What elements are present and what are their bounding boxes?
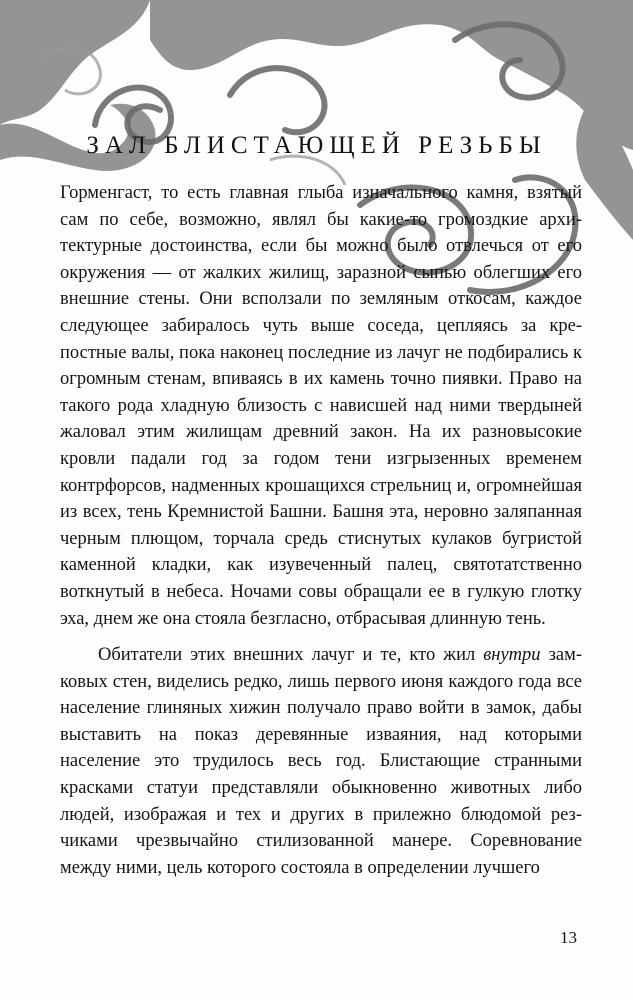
paragraph-2-text-before: Обитатели этих внешних лачуг и те, кто жил [98, 645, 484, 666]
ornament-center-curl [230, 68, 325, 132]
chapter-title: ЗАЛ БЛИСТАЮЩЕЙ РЕЗЬБЫ [86, 132, 547, 159]
chapter-body [60, 180, 582, 891]
paragraph-2 [60, 642, 582, 881]
paragraph-2-text-after: замковых стен, виделись редко, лишь первого июня каждого года все население глиняных хижин получало право войти в замок, дабы выставить на показ деревянные изваяния, над которыми население это трудилось весь год. Блистающие странными красками статуи представляли обыкновенно животных либо людей, изображая и тех и других в прилежно блюдомой резчиками чрезвычайно стилизованной манере. Соревнование между ними, цель которого состояла в определении лучшего [60, 645, 582, 878]
paragraph-2-italic-word: внутри [483, 645, 541, 666]
paragraph-1: Горменгаст, то есть главная глыба изначального камня, взятый сам по себе, возможно, являл бы какие-то громоздкие архитектурные достоинства, если бы можно было отвлечься от его окружения — от жалких жилищ, заразной сыпью облегших его внешние стены. Они всползали по земляным откосам, каждое следующее забиралось чуть выше соседа, цепляясь за крепостные валы, пока наконец последние из лачуг не подбирались к огромным стенам, впиваясь в их камень точно пиявки. Право на такого рода хладную близость с нависшей над ними твердыней жаловал этим жилищам древний закон. На их разновысокие кровли падали год за годом тени изгрызенных временем контрфорсов, надменных крошащихся стрельниц и, огромнейшая из всех, тень Кремнистой Башни. Башня эта, неровно заляпанная черным плющом, торчала средь стиснутых кулаков бугристой каменной кладки, как изувеченный палец, святотатственно воткнутый в небеса. Ночами совы обращали ее в гулкую глотку эха, днем же она стояла безгласно, отбрасывая длинную тень. [60, 183, 582, 629]
page-number: 13 [560, 928, 577, 947]
